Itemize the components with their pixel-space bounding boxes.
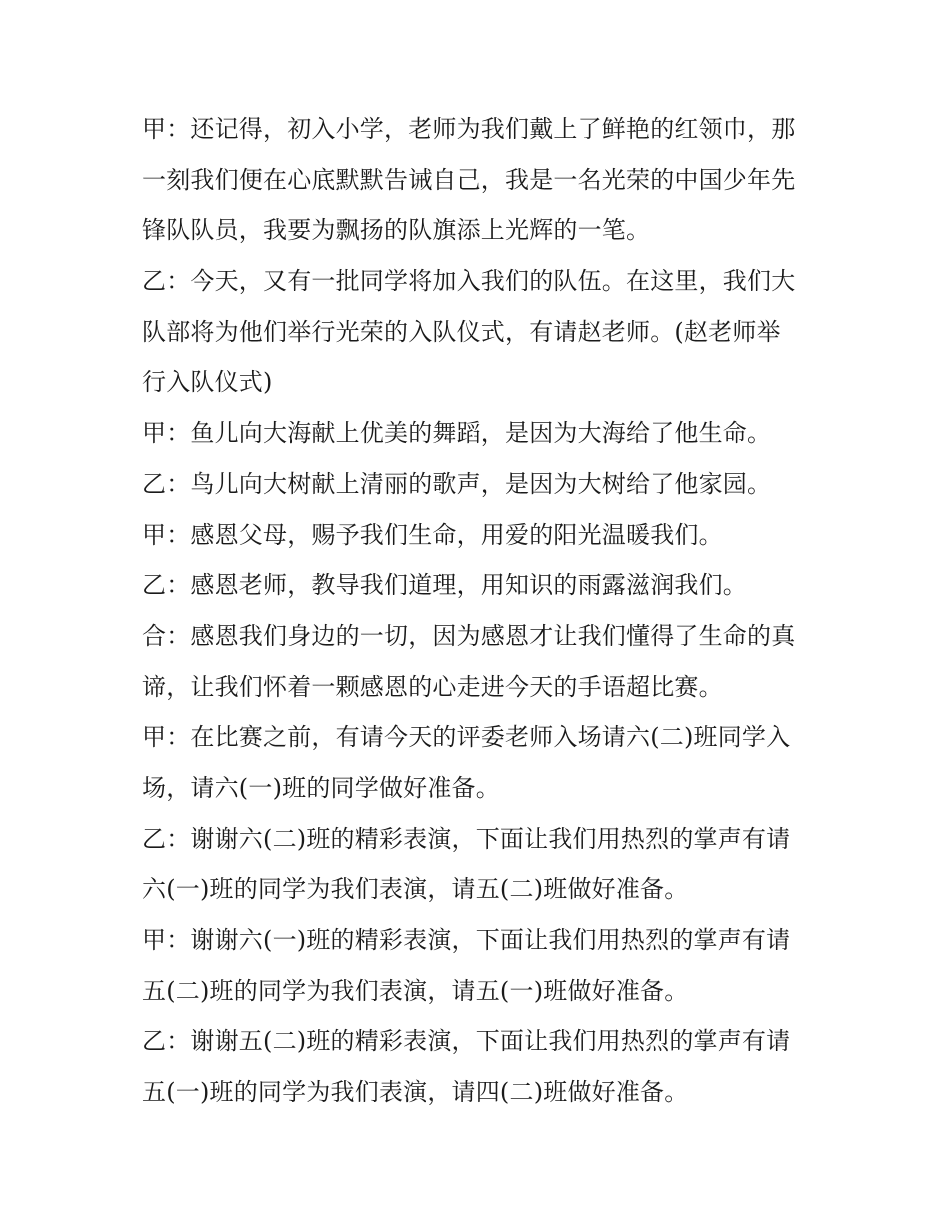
text-line: 锋队队员，我要为飘扬的队旗添上光辉的一笔。	[142, 216, 651, 245]
text-line: 一刻我们便在心底默默告诫自己，我是一名光荣的中国少年先	[142, 165, 796, 194]
text-line: 五(一)班的同学为我们表演，请四(二)班做好准备。	[142, 1078, 689, 1107]
text-line: 甲：谢谢六(一)班的精彩表演，下面让我们用热烈的掌声有请	[142, 926, 791, 954]
text-line: 六(一)班的同学为我们表演，请五(二)班做好准备。	[142, 875, 689, 904]
text-line: 甲：还记得，初入小学，老师为我们戴上了鲜艳的红领巾，那	[142, 115, 796, 143]
text-line: 合：感恩我们身边的一切，因为感恩才让我们懂得了生命的真	[142, 621, 796, 650]
text-line: 谛，让我们怀着一颗感恩的心走进今天的手语超比赛。	[142, 672, 723, 701]
text-line: 行入队仪式)	[142, 368, 273, 397]
text-line: 甲：在比赛之前，有请今天的评委老师入场请六(二)班同学入	[142, 723, 791, 752]
text-line: 场，请六(一)班的同学做好准备。	[142, 773, 500, 802]
text-line: 五(二)班的同学为我们表演，请五(一)班做好准备。	[142, 976, 689, 1005]
text-line: 队部将为他们举行光荣的入队仪式，有请赵老师。(赵老师举	[142, 317, 781, 346]
text-line: 乙：谢谢五(二)班的精彩表演，下面让我们用热烈的掌声有请	[142, 1027, 791, 1056]
text-line: 甲：鱼儿向大海献上优美的舞蹈，是因为大海给了他生命。	[142, 419, 772, 448]
text-line: 乙：鸟儿向大树献上清丽的歌声，是因为大树给了他家园。	[142, 469, 772, 498]
text-line: 乙：感恩老师，教导我们道理，用知识的雨露滋润我们。	[142, 571, 747, 600]
document-page	[142, 104, 818, 1118]
text-line: 乙：今天，又有一批同学将加入我们的队伍。在这里，我们大	[142, 267, 796, 296]
text-line: 乙：谢谢六(二)班的精彩表演，下面让我们用热烈的掌声有请	[142, 824, 791, 853]
text-line: 甲：感恩父母，赐予我们生命，用爱的阳光温暖我们。	[142, 520, 723, 549]
